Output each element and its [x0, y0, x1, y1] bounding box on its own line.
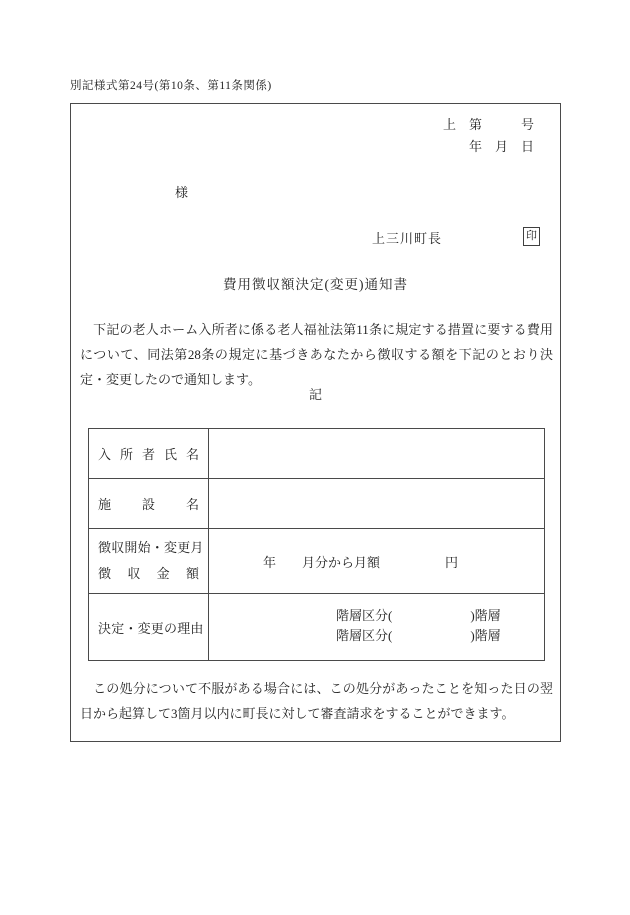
tier-category-line-1: 階層区分( )階層 — [336, 607, 501, 623]
decision-reason-value-cell — [209, 594, 545, 661]
collection-amount-label: 徴 収 金 額 — [98, 566, 199, 581]
document-border-box — [70, 103, 561, 742]
facility-name-label: 施 設 名 — [98, 497, 199, 512]
doc-meta-block — [443, 114, 534, 157]
facility-name-label-cell — [89, 479, 209, 529]
table-row-resident-name — [89, 429, 545, 479]
decision-reason-label: 決定・変更の理由 — [98, 620, 204, 636]
body-paragraph: 下記の老人ホーム入所者に係る老人福祉法第11条に規定する措置に要する費用について、同法第28条の規定に基づきあなたから徴収する額を下記のとおり決定・変更したので通知します。 — [80, 322, 553, 387]
seal-stamp-box: 印 — [523, 227, 540, 246]
tier-category-line-2: 階層区分( )階層 — [336, 627, 501, 643]
collection-start-label: 徴収開始・変更月 — [98, 540, 204, 555]
collection-label-cell — [89, 529, 209, 594]
addressee-honorific: 様 — [175, 185, 189, 200]
doc-number-line: 上 第 号 — [442, 117, 534, 132]
issuer-name: 上三川町長 — [372, 231, 443, 246]
document-title: 費用徴収額決定(変更)通知書 — [223, 277, 408, 292]
doc-date-line: 年 月 日 — [468, 138, 534, 154]
facility-name-value-cell — [209, 479, 545, 529]
decision-reason-label-cell — [89, 594, 209, 661]
resident-name-value-cell — [209, 429, 545, 479]
resident-name-label-cell — [89, 429, 209, 479]
form-reference-label: 別記様式第24号(第10条、第11条関係) — [70, 80, 272, 92]
ki-list-marker: 記 — [308, 387, 322, 402]
table-row-facility-name — [89, 479, 545, 529]
table-row-decision-reason — [89, 594, 545, 661]
resident-name-label: 入 所 者 氏 名 — [98, 447, 199, 462]
appeal-note: この処分について不服がある場合には、この処分があったことを知った日の翌日から起算して3箇月以内に町長に対して審査請求をすることができます。 — [80, 681, 553, 721]
table-row-collection-amount — [89, 529, 545, 594]
collection-amount-value-cell: 年 月分から月額 円 — [209, 529, 545, 594]
form-table — [88, 428, 545, 661]
